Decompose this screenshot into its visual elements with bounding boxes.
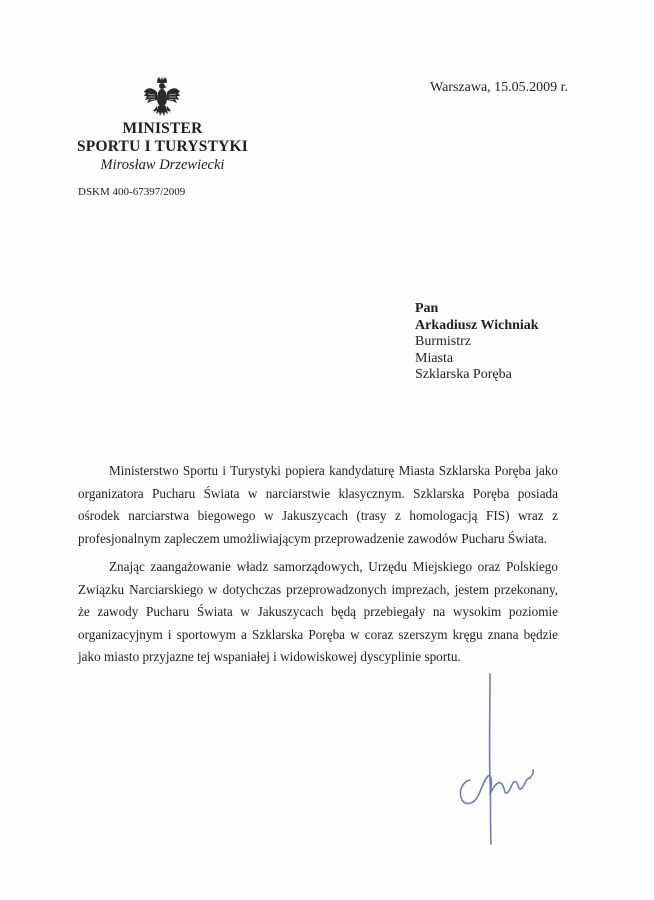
body-paragraph-2: Znając zaangażowanie władz samorządowych, Urzędu Miejskiego oraz Polskiego Związku Narciarskiego w dotychczas przeprowadzonych imprezach, jestem przekonany, że zawody Pucharu Świata w Jakuszycach będą przebiegały na wysokim poziomie organizacyjnym i sportowym a Szklarska Poręba w coraz szerszym kręgu znana będzie jako miasto przyjazne tej wspaniałej i widowiskowej dyscyplinie sportu. [78,559,558,664]
eagle-emblem-icon [143,76,181,120]
addressee-name: Arkadiusz Wichniak [415,317,539,333]
addressee-block [415,301,539,384]
sender-block [60,120,265,174]
addressee-line4: Miasta [415,350,454,366]
sender-title-line2: SPORTU I TURYSTYKI [76,138,249,155]
addressee-position: Burmistrz [415,334,471,349]
handwritten-signature [450,670,540,850]
sender-title-line1: MINISTER [122,120,203,137]
letter-body [78,460,558,675]
addressee-town: Szklarska Poręba [415,367,512,382]
addressee-salutation: Pan [415,301,439,316]
letter-date: Warszawa, 15.05.2009 r. [430,80,569,95]
body-paragraph-1: Ministerstwo Sportu i Turystyki popiera kandydaturę Miasta Szklarska Poręba jako organizatora Pucharu Świata w narciarstwie klasycznym. Szklarska Poręba posiada ośrodek narciarstwa biegowego w Jakuszycach (trasy z homologacją FIS) wraz z profesjonalnym zapleczem umożliwiającym przeprowadzenie zawodów Pucharu Świata. [78,463,558,546]
sender-name: Mirosław Drzewiecki [100,157,225,173]
reference-number: DSKM 400-67397/2009 [78,186,186,198]
